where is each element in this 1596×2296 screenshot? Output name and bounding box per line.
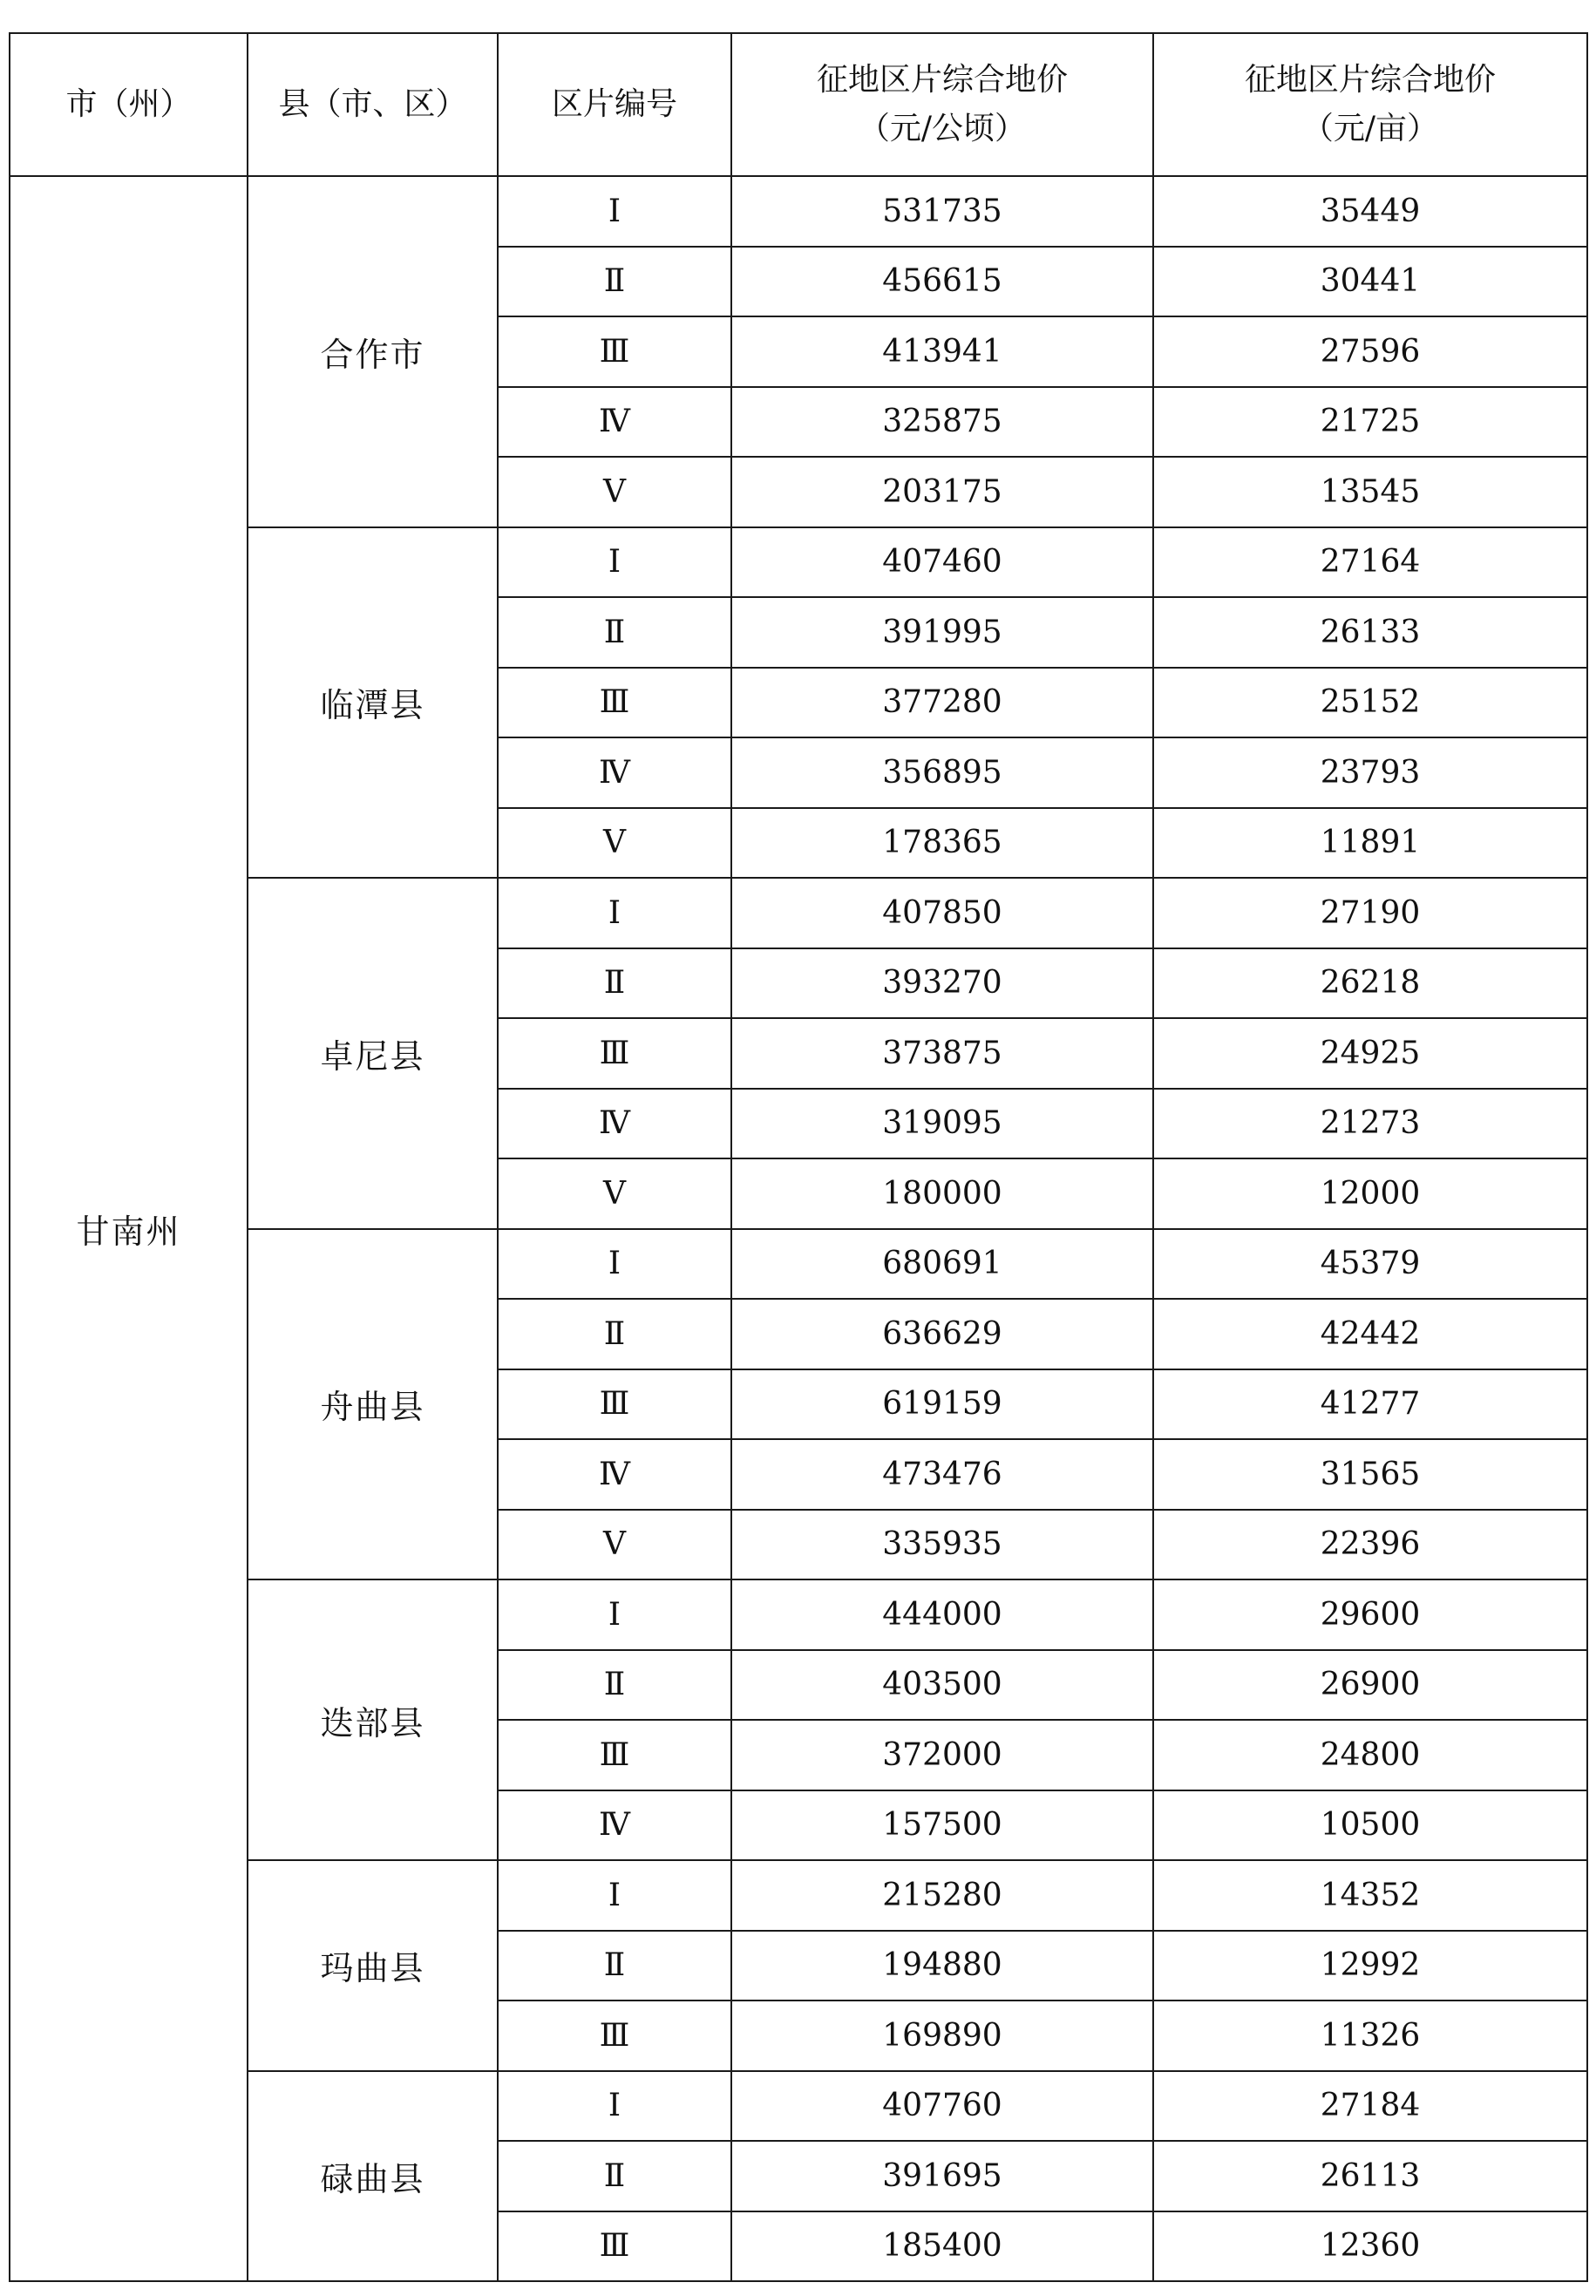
header-price-per-mu-line2: （元/亩） <box>1301 111 1439 146</box>
price-per-hectare-cell: 456615 <box>731 247 1153 317</box>
land-price-table <box>9 32 1588 2282</box>
zone-cell: Ⅳ <box>498 1089 731 1159</box>
price-per-mu-cell: 27190 <box>1153 878 1587 948</box>
price-per-mu-cell: 14352 <box>1153 1860 1587 1931</box>
zone-cell: Ⅱ <box>498 2141 731 2211</box>
price-per-mu-cell: 12360 <box>1153 2211 1587 2282</box>
price-per-hectare-cell: 531735 <box>731 176 1153 247</box>
price-per-hectare-cell: 194880 <box>731 1931 1153 2001</box>
zone-cell: Ⅰ <box>498 1579 731 1650</box>
zone-cell: Ⅱ <box>498 1650 731 1721</box>
price-per-mu-cell: 11891 <box>1153 808 1587 879</box>
price-per-mu-cell: 27164 <box>1153 527 1587 598</box>
zone-cell: Ⅲ <box>498 1369 731 1440</box>
price-per-hectare-cell: 372000 <box>731 1720 1153 1790</box>
zone-cell: Ⅳ <box>498 737 731 808</box>
price-per-hectare-cell: 619159 <box>731 1369 1153 1440</box>
price-per-hectare-cell: 413941 <box>731 316 1153 387</box>
price-per-mu-cell: 22396 <box>1153 1510 1587 1580</box>
header-county: 县（市、区） <box>248 33 498 176</box>
price-per-hectare-cell: 473476 <box>731 1439 1153 1510</box>
price-per-hectare-cell: 391995 <box>731 597 1153 668</box>
price-per-mu-cell: 26113 <box>1153 2141 1587 2211</box>
county-cell: 合作市 <box>248 176 498 527</box>
county-cell: 碌曲县 <box>248 2071 498 2282</box>
price-per-mu-cell: 10500 <box>1153 1790 1587 1861</box>
zone-cell: Ⅰ <box>498 1860 731 1931</box>
zone-cell: Ⅰ <box>498 527 731 598</box>
price-per-hectare-cell: 325875 <box>731 387 1153 458</box>
county-cell: 玛曲县 <box>248 1860 498 2071</box>
price-per-hectare-cell: 178365 <box>731 808 1153 879</box>
county-cell: 临潭县 <box>248 527 498 879</box>
zone-cell: Ⅳ <box>498 1439 731 1510</box>
price-per-mu-cell: 26900 <box>1153 1650 1587 1721</box>
header-price-per-mu-line1: 征地区片综合地价 <box>1244 62 1496 98</box>
zone-cell: Ⅱ <box>498 247 731 317</box>
price-per-hectare-cell: 391695 <box>731 2141 1153 2211</box>
price-per-mu-cell: 21273 <box>1153 1089 1587 1159</box>
price-per-hectare-cell: 157500 <box>731 1790 1153 1861</box>
zone-cell: Ⅴ <box>498 1510 731 1580</box>
price-per-mu-cell: 23793 <box>1153 737 1587 808</box>
zone-cell: Ⅰ <box>498 176 731 247</box>
price-per-mu-cell: 26133 <box>1153 597 1587 668</box>
price-per-hectare-cell: 444000 <box>731 1579 1153 1650</box>
price-per-mu-cell: 24925 <box>1153 1018 1587 1089</box>
price-per-hectare-cell: 407760 <box>731 2071 1153 2142</box>
zone-cell: Ⅰ <box>498 2071 731 2142</box>
zone-cell: Ⅰ <box>498 878 731 948</box>
price-per-hectare-cell: 180000 <box>731 1158 1153 1229</box>
city-cell: 甘南州 <box>10 176 248 2281</box>
price-per-hectare-cell: 377280 <box>731 668 1153 738</box>
price-per-mu-cell: 21725 <box>1153 387 1587 458</box>
header-city: 市（州） <box>10 33 248 176</box>
header-zone: 区片编号 <box>498 33 731 176</box>
price-per-hectare-cell: 373875 <box>731 1018 1153 1089</box>
price-per-hectare-cell: 203175 <box>731 457 1153 527</box>
zone-cell: Ⅱ <box>498 597 731 668</box>
header-price-per-hectare <box>731 33 1153 176</box>
price-per-mu-cell: 30441 <box>1153 247 1587 317</box>
price-per-mu-cell: 42442 <box>1153 1299 1587 1369</box>
price-per-mu-cell: 29600 <box>1153 1579 1587 1650</box>
price-per-mu-cell: 11326 <box>1153 2001 1587 2071</box>
price-per-hectare-cell: 185400 <box>731 2211 1153 2282</box>
price-per-hectare-cell: 407460 <box>731 527 1153 598</box>
price-per-mu-cell: 24800 <box>1153 1720 1587 1790</box>
price-per-mu-cell: 27596 <box>1153 316 1587 387</box>
county-cell: 舟曲县 <box>248 1229 498 1580</box>
zone-cell: Ⅴ <box>498 457 731 527</box>
zone-cell: Ⅲ <box>498 1720 731 1790</box>
zone-cell: Ⅲ <box>498 668 731 738</box>
price-per-mu-cell: 41277 <box>1153 1369 1587 1440</box>
zone-cell: Ⅱ <box>498 1299 731 1369</box>
zone-cell: Ⅲ <box>498 2001 731 2071</box>
price-per-hectare-cell: 169890 <box>731 2001 1153 2071</box>
header-price-per-hectare-line2: （元/公顷） <box>858 111 1027 146</box>
zone-cell: Ⅲ <box>498 316 731 387</box>
zone-cell: Ⅴ <box>498 1158 731 1229</box>
price-per-hectare-cell: 356895 <box>731 737 1153 808</box>
price-per-mu-cell: 45379 <box>1153 1229 1587 1300</box>
header-price-per-hectare-line1: 征地区片综合地价 <box>816 62 1068 98</box>
price-per-mu-cell: 12000 <box>1153 1158 1587 1229</box>
zone-cell: Ⅱ <box>498 1931 731 2001</box>
table-row <box>10 176 1587 247</box>
document-page <box>9 32 1588 2282</box>
price-per-mu-cell: 25152 <box>1153 668 1587 738</box>
price-per-mu-cell: 31565 <box>1153 1439 1587 1510</box>
header-price-per-mu <box>1153 33 1587 176</box>
zone-cell: Ⅲ <box>498 1018 731 1089</box>
zone-cell: Ⅳ <box>498 387 731 458</box>
price-per-mu-cell: 13545 <box>1153 457 1587 527</box>
price-per-mu-cell: 35449 <box>1153 176 1587 247</box>
price-per-hectare-cell: 215280 <box>731 1860 1153 1931</box>
price-per-hectare-cell: 407850 <box>731 878 1153 948</box>
zone-cell: Ⅴ <box>498 808 731 879</box>
zone-cell: Ⅱ <box>498 948 731 1019</box>
county-cell: 迭部县 <box>248 1579 498 1860</box>
zone-cell: Ⅲ <box>498 2211 731 2282</box>
price-per-mu-cell: 27184 <box>1153 2071 1587 2142</box>
price-per-hectare-cell: 319095 <box>731 1089 1153 1159</box>
price-per-hectare-cell: 403500 <box>731 1650 1153 1721</box>
price-per-hectare-cell: 636629 <box>731 1299 1153 1369</box>
price-per-mu-cell: 26218 <box>1153 948 1587 1019</box>
price-per-mu-cell: 12992 <box>1153 1931 1587 2001</box>
header-row <box>10 33 1587 176</box>
zone-cell: Ⅳ <box>498 1790 731 1861</box>
price-per-hectare-cell: 393270 <box>731 948 1153 1019</box>
county-cell: 卓尼县 <box>248 878 498 1229</box>
price-per-hectare-cell: 335935 <box>731 1510 1153 1580</box>
zone-cell: Ⅰ <box>498 1229 731 1300</box>
price-per-hectare-cell: 680691 <box>731 1229 1153 1300</box>
